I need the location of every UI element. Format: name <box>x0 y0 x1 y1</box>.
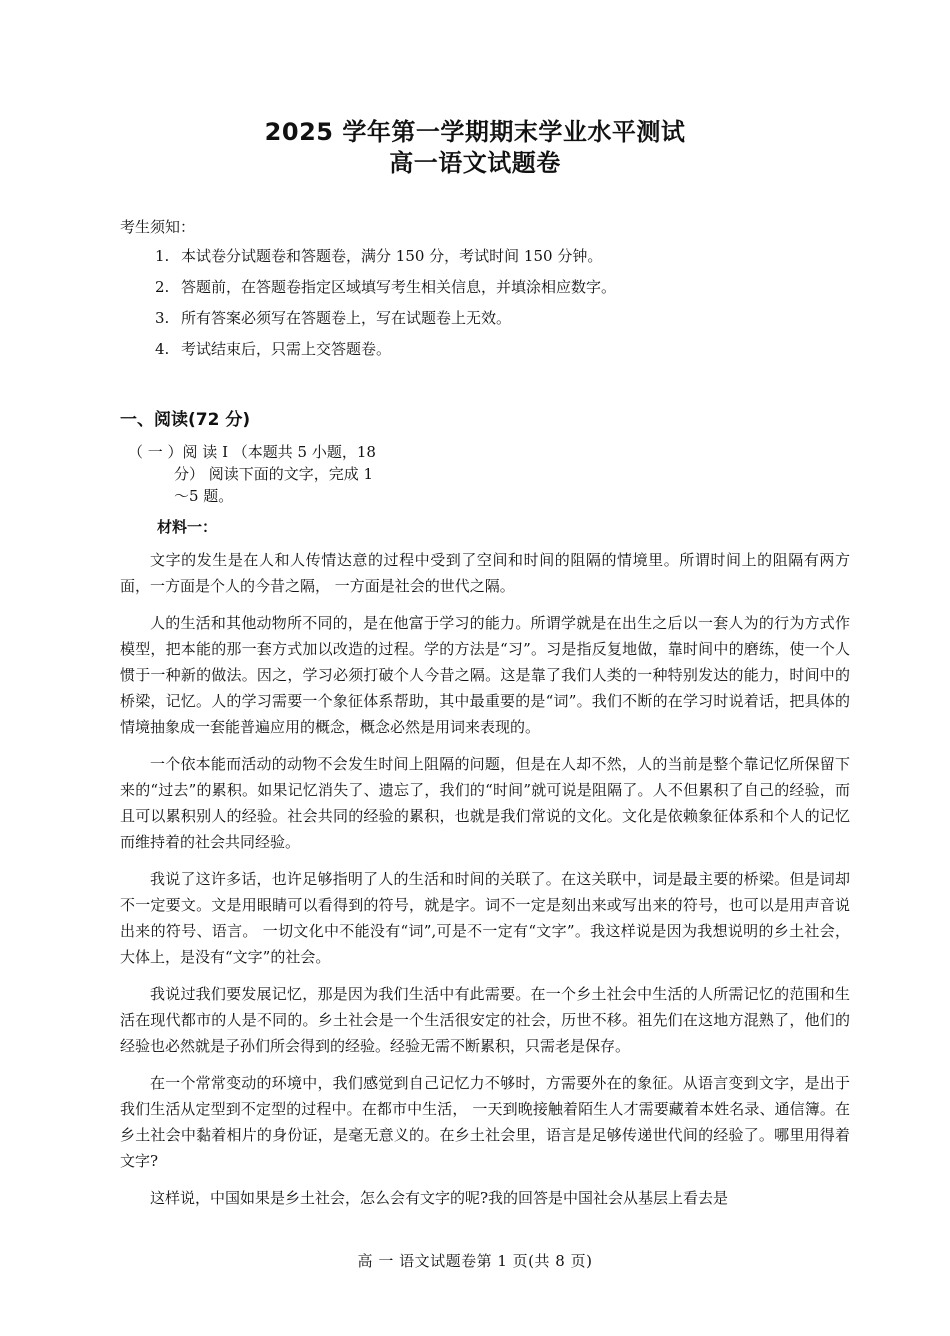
part-heading-line: （ 一 ）阅 读 I （本题共 5 小题，18 <box>128 443 376 461</box>
notice-item-text: 答题前，在答题卷指定区域填写考生相关信息，并填涂相应数字。 <box>181 278 617 296</box>
notice-item-text: 考试结束后，只需上交答题卷。 <box>181 340 392 358</box>
part-heading <box>128 441 428 507</box>
notice-item <box>155 307 616 338</box>
notice-item <box>155 276 616 307</box>
notice-item-number: 4. <box>155 340 170 358</box>
material-heading: 材料一： <box>157 518 218 536</box>
part-heading-line: ～5 题。 <box>174 487 234 505</box>
passage-paragraph: 我说过我们要发展记忆，那是因为我们生活中有此需要。在一个乡土社会中生活的人所需记忆的范围和生活在现代都市的人是不同的。乡土社会是一个生活很安定的社会，历世不移。祖先们在这地方混熟了，他们的经验也必然就是子孙们所会得到的经验。经验无需不断累积，只需老是保存。 <box>120 985 850 1055</box>
notice-item-text: 所有答案必须写在答题卷上，写在试题卷上无效。 <box>181 309 512 327</box>
exam-title: 2025 学年第一学期期末学业水平测试 <box>264 118 686 146</box>
notice-heading: 考生须知： <box>120 218 196 236</box>
passage-paragraph: 我说了这许多话，也许足够指明了人的生活和时间的关联了。在这关联中，词是最主要的桥梁。但是词却不一定要文。文是用眼睛可以看得到的符号，就是字。词不一定是刻出来或写出来的符号，也可以是用声音说出来的符号、语言。 一切文化中不能没有“词”,可是不一定有“文字”。我这样说是因为我想说明的乡土社会，大体上，是没有“文字”的社会。 <box>120 870 850 966</box>
part-heading-line: 分） 阅读下面的文字，完成 1 <box>174 465 374 483</box>
notice-list <box>155 245 616 369</box>
reading-passage <box>120 547 850 1222</box>
page-footer: 高 一 语文试题卷第 1 页(共 8 页) <box>357 1252 593 1270</box>
section-heading: 一、阅读(72 分) <box>120 410 251 430</box>
passage-paragraph: 人的生活和其他动物所不同的，是在他富于学习的能力。所谓学就是在出生之后以一套人为的行为方式作模型，把本能的那一套方式加以改造的过程。学的方法是“习”。习是指反复地做，靠时间中的磨练，使一个人惯于一种新的做法。因之，学习必须打破个人今昔之隔。这是靠了我们人类的一种特别发达的能力，时间中的桥梁，记忆。人的学习需要一个象征体系帮助，其中最重要的是“词”。我们不断的在学习时说着话，把具体的情境抽象成一套能普遍应用的概念，概念必然是用词来表现的。 <box>120 614 850 736</box>
notice-item <box>155 338 616 369</box>
passage-paragraph: 一个依本能而活动的动物不会发生时间上阻隔的问题，但是在人却不然，人的当前是整个靠记忆所保留下来的“过去”的累积。如果记忆消失了、遗忘了，我们的“时间”就可说是阻隔了。人不但累积了自己的经验，而且可以累积别人的经验。社会共同的经验的累积，也就是我们常说的文化。文化是依赖象征体系和个人的记忆而维持着的社会共同经验。 <box>120 755 850 851</box>
notice-item-text: 本试卷分试题卷和答题卷，满分 150 分，考试时间 150 分钟。 <box>181 247 603 265</box>
notice-item <box>155 245 616 276</box>
notice-item-number: 2. <box>155 278 170 296</box>
passage-paragraph: 文字的发生是在人和人传情达意的过程中受到了空间和时间的阻隔的情境里。所谓时间上的阻隔有两方面，一方面是个人的今昔之隔， 一方面是社会的世代之隔。 <box>120 551 850 595</box>
notice-item-number: 1. <box>155 247 170 265</box>
exam-subtitle: 高一语文试题卷 <box>389 149 561 177</box>
notice-item-number: 3. <box>155 309 170 327</box>
passage-paragraph: 这样说，中国如果是乡土社会，怎么会有文字的呢?我的回答是中国社会从基层上看去是 <box>150 1189 729 1207</box>
passage-paragraph: 在一个常常变动的环境中，我们感觉到自己记忆力不够时，方需要外在的象征。从语言变到文字，是出于我们生活从定型到不定型的过程中。在都市中生活， 一天到晚接触着陌生人才需要藏着本姓名录、通信簿。在乡土社会中黏着相片的身份证，是毫无意义的。在乡土社会里，语言是足够传递世代间的经验了。哪里用得着文字? <box>120 1074 850 1170</box>
